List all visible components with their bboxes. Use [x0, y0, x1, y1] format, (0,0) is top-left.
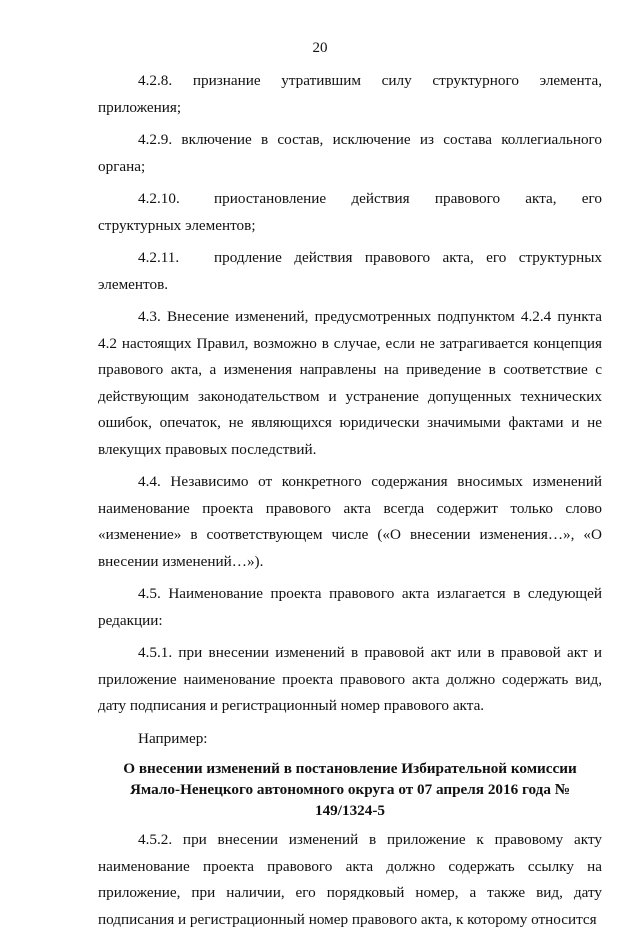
example-label: Например: [138, 729, 208, 747]
paragraph-4-2-11 [98, 245, 602, 298]
item-text: продление действия правового акта, его структурных элементов. [98, 249, 602, 293]
paragraph-4-4: 4.4. Независимо от конкретного содержания вносимых изменений наименование проекта правового акта всегда содержит только слово «изменение» в соответствующем числе («О внесении изменения…», «О внесении изменений…»). [98, 473, 602, 570]
paragraph-4-3: 4.3. Внесение изменений, предусмотренных подпунктом 4.2.4 пункта 4.2 настоящих Правил, возможно в случае, если не затрагивается концепция правового акта, а изменения направлены на приведение в соответствие с действующим законодательством и устранение допущенных технических ошибок, опечаток, не являющихся юридически значимыми фактами и не влекущих правовых последствий. [98, 308, 602, 458]
document-body [98, 68, 602, 933]
paragraph-4-5-2: 4.5.2. при внесении изменений в приложение к правовому акту наименование проекта правового акта должно содержать ссылку на приложение, при наличии, его порядковый номер, а также вид, дату подписания и регистрационный номер правового акта, к которому относится [98, 831, 602, 928]
paragraph-4-2-10 [98, 186, 602, 239]
paragraph-4-5-1: 4.5.1. при внесении изменений в правовой акт или в правовой акт и приложение наименование проекта правового акта должно содержать вид, дату подписания и регистрационный номер правового акта. [98, 644, 602, 714]
item-text: приостановление действия правового акта, его структурных элементов; [98, 190, 602, 234]
item-number: 4.2.11. [138, 249, 180, 266]
item-number: 4.2.10. [138, 190, 180, 207]
paragraph-4-2-8: 4.2.8. признание утратившим силу структурного элемента, приложения; [98, 72, 602, 116]
paragraph-4-2-9: 4.2.9. включение в состав, исключение из состава коллегиального органа; [98, 131, 602, 175]
page-number: 20 [312, 40, 328, 56]
paragraph-4-5: 4.5. Наименование проекта правового акта излагается в следующей редакции: [98, 585, 602, 629]
example-heading: О внесении изменений в постановление Избирательной комиссии Ямало-Ненецкого автономного округа от 07 апреля 2016 года № 149/1324-5 [123, 760, 577, 819]
